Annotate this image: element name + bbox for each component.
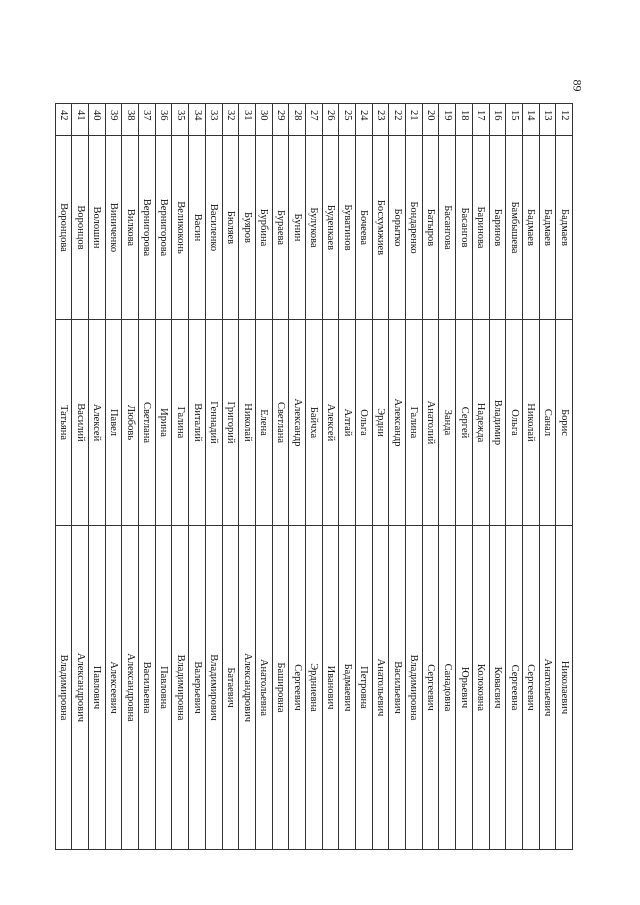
surname-cell: Вернигорова (139, 136, 156, 320)
surname-cell: Вилкова (122, 136, 139, 320)
surname-cell: Баринова (472, 136, 489, 320)
first-name-cell: Эрдни (372, 320, 389, 526)
surname-cell: Бамбышева (506, 136, 523, 320)
table-row (155, 104, 172, 850)
persons-table-body (55, 104, 572, 850)
row-number-cell: 29 (272, 104, 289, 136)
table-row (522, 104, 539, 850)
surname-cell: Баринов (489, 136, 506, 320)
patronymic-cell: Эрдниевна (306, 526, 323, 850)
patronymic-cell: Ковасвич (489, 526, 506, 850)
table-row (372, 104, 389, 850)
row-number-cell: 25 (339, 104, 356, 136)
table-row (55, 104, 72, 850)
row-number-cell: 26 (322, 104, 339, 136)
row-number-cell: 41 (72, 104, 89, 136)
first-name-cell: Сергей (456, 320, 473, 526)
surname-cell: Батыров (422, 136, 439, 320)
table-row (322, 104, 339, 850)
patronymic-cell: Иванович (322, 526, 339, 850)
page-number: 89 (570, 79, 585, 92)
patronymic-cell: Санадовна (439, 526, 456, 850)
surname-cell: Бадмаев (556, 136, 573, 320)
patronymic-cell: Сергеевич (289, 526, 306, 850)
row-number-cell: 24 (356, 104, 373, 136)
patronymic-cell: Павлович (89, 526, 106, 850)
first-name-cell: Василий (72, 320, 89, 526)
surname-cell: Булукова (306, 136, 323, 320)
surname-cell: Василенко (205, 136, 222, 320)
patronymic-cell: Анатольевна (255, 526, 272, 850)
row-number-cell: 21 (406, 104, 423, 136)
row-number-cell: 39 (105, 104, 122, 136)
table-row (189, 104, 206, 850)
row-number-cell: 34 (189, 104, 206, 136)
table-row (172, 104, 189, 850)
row-number-cell: 23 (372, 104, 389, 136)
first-name-cell: Занда (439, 320, 456, 526)
first-name-cell: Санал (539, 320, 556, 526)
row-number-cell: 37 (139, 104, 156, 136)
first-name-cell: Геннадий (205, 320, 222, 526)
first-name-cell: Виталий (189, 320, 206, 526)
surname-cell: Великоконь (172, 136, 189, 320)
patronymic-cell: Сергеевна (506, 526, 523, 850)
surname-cell: Воронцова (55, 136, 72, 320)
first-name-cell: Павел (105, 320, 122, 526)
surname-cell: Васин (189, 136, 206, 320)
row-number-cell: 17 (472, 104, 489, 136)
table-row (272, 104, 289, 850)
patronymic-cell: Владимировна (172, 526, 189, 850)
first-name-cell: Николай (239, 320, 256, 526)
surname-cell: Босхумжиев (372, 136, 389, 320)
surname-cell: Бочеева (356, 136, 373, 320)
first-name-cell: Галина (406, 320, 423, 526)
persons-table (55, 103, 573, 850)
first-name-cell: Владимир (489, 320, 506, 526)
surname-cell: Бадмаев (522, 136, 539, 320)
row-number-cell: 15 (506, 104, 523, 136)
surname-cell: Басангов (456, 136, 473, 320)
table-row (122, 104, 139, 850)
table-row (289, 104, 306, 850)
patronymic-cell: Владимировна (55, 526, 72, 850)
row-number-cell: 35 (172, 104, 189, 136)
first-name-cell: Алексей (322, 320, 339, 526)
row-number-cell: 40 (89, 104, 106, 136)
table-row (472, 104, 489, 850)
table-row (72, 104, 89, 850)
surname-cell: Воронцов (72, 136, 89, 320)
surname-cell: Басангова (439, 136, 456, 320)
surname-cell: Буденкаев (322, 136, 339, 320)
row-number-cell: 13 (539, 104, 556, 136)
table-row (89, 104, 106, 850)
first-name-cell: Байчха (306, 320, 323, 526)
row-number-cell: 16 (489, 104, 506, 136)
table-row (339, 104, 356, 850)
surname-cell: Вернигорова (155, 136, 172, 320)
row-number-cell: 20 (422, 104, 439, 136)
surname-cell: Бураева (272, 136, 289, 320)
row-number-cell: 32 (222, 104, 239, 136)
table-frame (58, 103, 573, 849)
first-name-cell: Анатолий (422, 320, 439, 526)
patronymic-cell: Петровна (356, 526, 373, 850)
surname-cell: Волошин (89, 136, 106, 320)
first-name-cell: Елена (255, 320, 272, 526)
patronymic-cell: Алексеевич (105, 526, 122, 850)
surname-cell: Буватинов (339, 136, 356, 320)
patronymic-cell: Сергеевич (422, 526, 439, 850)
row-number-cell: 14 (522, 104, 539, 136)
patronymic-cell: Сергеевич (522, 526, 539, 850)
patronymic-cell: Васильевна (139, 526, 156, 850)
patronymic-cell: Юрьевич (456, 526, 473, 850)
table-row (506, 104, 523, 850)
first-name-cell: Александр (389, 320, 406, 526)
first-name-cell: Галина (172, 320, 189, 526)
table-row (306, 104, 323, 850)
patronymic-cell: Башировна (272, 526, 289, 850)
table-row (489, 104, 506, 850)
first-name-cell: Ирина (155, 320, 172, 526)
surname-cell: Бондаренко (406, 136, 423, 320)
patronymic-cell: Анатольевич (372, 526, 389, 850)
first-name-cell: Ольга (356, 320, 373, 526)
row-number-cell: 33 (205, 104, 222, 136)
table-row (539, 104, 556, 850)
table-row (422, 104, 439, 850)
table-row (105, 104, 122, 850)
surname-cell: Бунин (289, 136, 306, 320)
patronymic-cell: Васильевич (389, 526, 406, 850)
patronymic-cell: Батаевич (222, 526, 239, 850)
surname-cell: Буяров (239, 136, 256, 320)
rotated-table-container (58, 103, 573, 849)
patronymic-cell: Колоковна (472, 526, 489, 850)
table-row (239, 104, 256, 850)
table-row (456, 104, 473, 850)
table-row (356, 104, 373, 850)
row-number-cell: 31 (239, 104, 256, 136)
patronymic-cell: Александрович (239, 526, 256, 850)
table-row (205, 104, 222, 850)
patronymic-cell: Бадмаевич (339, 526, 356, 850)
surname-cell: Бадмаев (539, 136, 556, 320)
row-number-cell: 27 (306, 104, 323, 136)
patronymic-cell: Александровна (122, 526, 139, 850)
row-number-cell: 36 (155, 104, 172, 136)
table-row (139, 104, 156, 850)
table-row (255, 104, 272, 850)
first-name-cell: Александр (289, 320, 306, 526)
patronymic-cell: Владимировна (406, 526, 423, 850)
first-name-cell: Любовь (122, 320, 139, 526)
patronymic-cell: Валерьевич (189, 526, 206, 850)
table-row (556, 104, 573, 850)
surname-cell: Борытко (389, 136, 406, 320)
surname-cell: Бурбина (255, 136, 272, 320)
first-name-cell: Алтай (339, 320, 356, 526)
first-name-cell: Николай (522, 320, 539, 526)
patronymic-cell: Александрович (72, 526, 89, 850)
table-row (439, 104, 456, 850)
row-number-cell: 42 (55, 104, 72, 136)
first-name-cell: Светлана (272, 320, 289, 526)
surname-cell: Виниченко (105, 136, 122, 320)
surname-cell: Бюляев (222, 136, 239, 320)
first-name-cell: Татьяна (55, 320, 72, 526)
first-name-cell: Григорий (222, 320, 239, 526)
row-number-cell: 28 (289, 104, 306, 136)
row-number-cell: 18 (456, 104, 473, 136)
row-number-cell: 12 (556, 104, 573, 136)
row-number-cell: 22 (389, 104, 406, 136)
row-number-cell: 30 (255, 104, 272, 136)
row-number-cell: 38 (122, 104, 139, 136)
patronymic-cell: Павловна (155, 526, 172, 850)
row-number-cell: 19 (439, 104, 456, 136)
first-name-cell: Ольга (506, 320, 523, 526)
first-name-cell: Борис (556, 320, 573, 526)
table-row (406, 104, 423, 850)
table-row (222, 104, 239, 850)
table-row (389, 104, 406, 850)
first-name-cell: Надежда (472, 320, 489, 526)
patronymic-cell: Владимирович (205, 526, 222, 850)
patronymic-cell: Николаевич (556, 526, 573, 850)
first-name-cell: Светлана (139, 320, 156, 526)
first-name-cell: Алексей (89, 320, 106, 526)
patronymic-cell: Анатольевич (539, 526, 556, 850)
